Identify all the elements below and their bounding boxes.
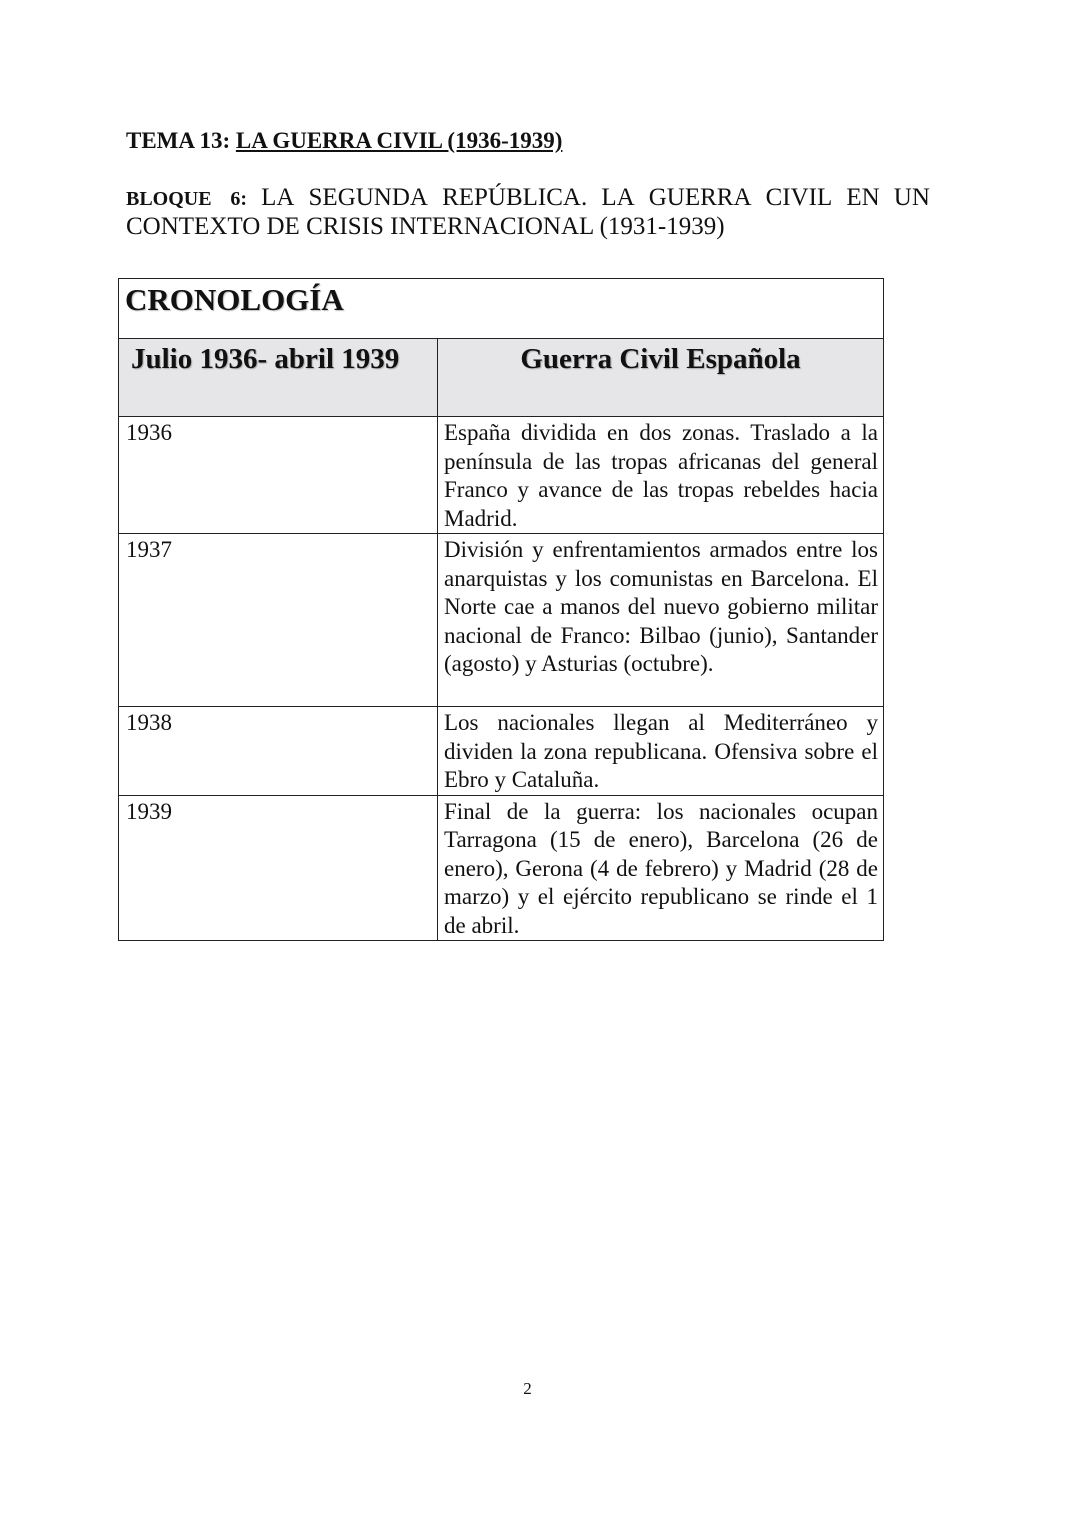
bloque-word: LA <box>261 184 295 211</box>
topic-header: Guerra Civil Española <box>438 339 884 417</box>
table-row <box>119 707 884 796</box>
table-title: CRONOLOGÍA <box>119 279 884 339</box>
bloque-word: LA <box>601 184 635 211</box>
table-row <box>119 417 884 534</box>
tema-title: LA GUERRA CIVIL (1936-1939) <box>235 128 563 153</box>
table-header-row <box>119 339 884 417</box>
period-header: Julio 1936- abril 1939 <box>119 339 438 417</box>
tema-prefix: TEMA 13: <box>126 128 231 153</box>
year-cell: 1939 <box>119 795 438 941</box>
table-row <box>119 795 884 941</box>
description-cell: Los nacionales llegan al Mediterráneo y dividen la zona republicana. Ofensiva sobre el Ebro y Cataluña. <box>438 707 884 796</box>
description-cell: España dividida en dos zonas. Traslado a la península de las tropas africanas del general Franco y avance de las tropas rebeldes hacia Madrid. <box>438 417 884 534</box>
bloque-label: BLOQUE <box>126 188 212 210</box>
bloque-word: CIVIL <box>765 184 833 211</box>
bloque-number: 6: <box>230 188 247 210</box>
bloque-heading <box>126 184 930 241</box>
chronology-table <box>118 278 884 941</box>
year-cell: 1936 <box>119 417 438 534</box>
bloque-word: GUERRA <box>648 184 752 211</box>
bloque-line-2: CONTEXTO DE CRISIS INTERNACIONAL (1931-1939) <box>126 213 725 240</box>
bloque-word: REPÚBLICA. <box>442 184 588 211</box>
table-title-row <box>119 279 884 339</box>
bloque-word: SEGUNDA <box>308 184 428 211</box>
page-number: 2 <box>523 1379 532 1398</box>
description-cell: División y enfrentamientos armados entre los anarquistas y los comunistas en Barcelona. El Norte cae a manos del nuevo gobierno militar nacional de Franco: Bilbao (junio), Santander (agosto) y Asturias (octubre). <box>438 534 884 707</box>
bloque-word: UN <box>893 184 930 211</box>
bloque-label-group <box>126 184 247 213</box>
year-cell: 1937 <box>119 534 438 707</box>
description-cell: Final de la guerra: los nacionales ocupan Tarragona (15 de enero), Barcelona (26 de enero), Gerona (4 de febrero) y Madrid (28 de marzo) y el ejército republicano se rinde el 1 de abril. <box>438 795 884 941</box>
bloque-line-1 <box>126 184 930 213</box>
bloque-word: EN <box>846 184 880 211</box>
year-cell: 1938 <box>119 707 438 796</box>
table-row <box>119 534 884 707</box>
tema-heading <box>126 128 562 154</box>
